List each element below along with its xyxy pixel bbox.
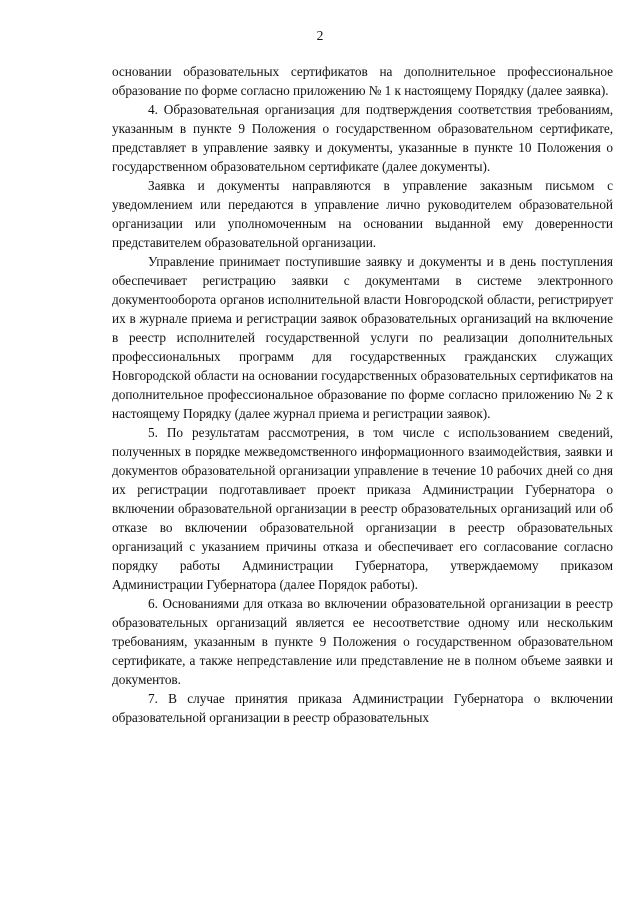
paragraph-continuation: основании образовательных сертификатов на дополнительное профессиональное образование по форме согласно приложению № 1 к настоящему Порядку (далее заявка). [112,64,613,98]
paragraph-item-4: 4. Образовательная организация для подтверждения соответствия требованиям, указанным в пункте 9 Положения о государственном образовательном сертификате, представляет в управление заявку и документы, указанные в пункте 10 Положения о государственном образовательном сертификате (далее документы). [112,102,613,174]
paragraph-item-5: 5. По результатам рассмотрения, в том числе с использованием сведений, полученных в порядке межведомственного информационного взаимодействия, заявки и документов образовательной организации управление в течение 10 рабочих дней со дня их регистрации подготавливает проект приказа Администрации Губернатора о включении образовательной организации в реестр образовательных организаций или об отказе во включении образовательной организации в реестр образовательных организаций с указанием причины отказа и обеспечивает его согласование согласно порядку работы Администрации Губернатора, утверждаемому приказом Администрации Губернатора (далее Порядок работы). [112,425,613,592]
paragraph-registration: Управление принимает поступившие заявку и документы и в день поступления обеспечивает регистрацию заявки с документами в системе электронного документооборота органов исполнительной власти Новгородской области, регистрирует их в журнале приема и регистрации заявок образовательных организаций на включение в реестр исполнителей государственной услуги по реализации дополнительных профессиональных программ для государственных гражданских служащих Новгородской области на основании государственных образовательных сертификатов на дополнительное профессиональное образование по форме согласно приложению № 2 к настоящему Порядку (далее журнал приема и регистрации заявок). [112,254,613,421]
document-body [112,62,613,727]
paragraph-submission: Заявка и документы направляются в управление заказным письмом с уведомлением или передаются в управление лично руководителем образовательной организации или уполномоченным на основании выданной ему доверенности представителем образовательной организации. [112,178,613,250]
paragraph-item-6: 6. Основаниями для отказа во включении образовательной организации в реестр образовательных организаций является ее несоответствие одному или нескольким требованиям, указанным в пункте 9 Положения о государственном образовательном сертификате, а также непредставление или представление не в полном объеме заявки и документов. [112,596,613,687]
paragraph-item-7: 7. В случае принятия приказа Администрации Губернатора о включении образовательной организации в реестр образовательных [112,691,613,725]
page-number: 2 [316,28,324,43]
